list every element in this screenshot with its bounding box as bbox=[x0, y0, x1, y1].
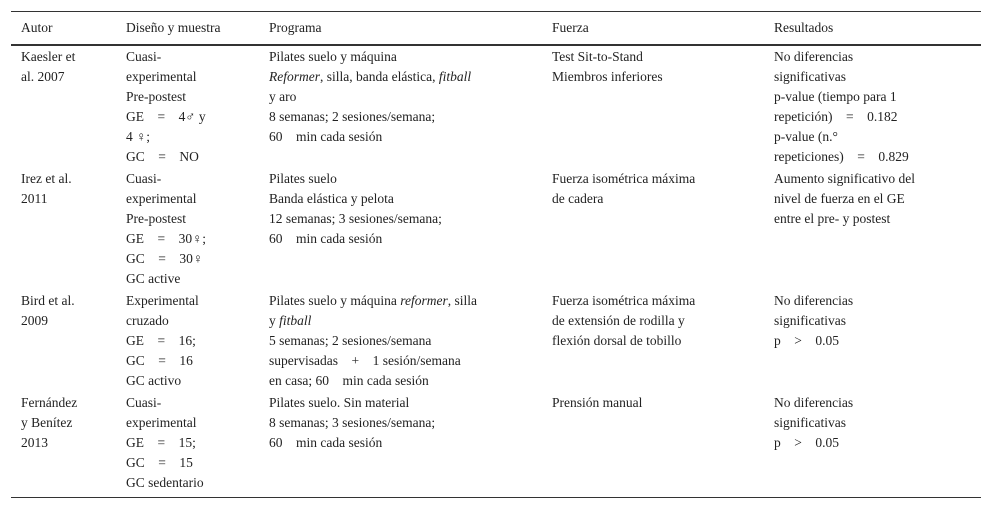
cell-resultados: Aumento significativo del nivel de fuerza en el GE entre el pre- y postest bbox=[774, 171, 915, 226]
cell-autor: Bird et al. 2009 bbox=[21, 293, 75, 328]
table-header bbox=[11, 12, 981, 46]
header-diseno: Diseño y muestra bbox=[126, 12, 269, 46]
header-fuerza: Fuerza bbox=[552, 12, 774, 46]
table-row bbox=[11, 45, 981, 168]
cell-diseno: Experimental cruzado GE = 16; GC = 16 GC activo bbox=[126, 293, 199, 388]
cell-resultados: No diferencias significativas p > 0.05 bbox=[774, 392, 981, 498]
table-row bbox=[11, 168, 981, 290]
header-autor: Autor bbox=[11, 12, 126, 46]
cell-programa: Pilates suelo. Sin material 8 semanas; 3 sesiones/semana; 60 min cada sesión bbox=[269, 392, 552, 498]
cell-diseno: Cuasi- experimental Pre-postest GE = 4♂ y 4 ♀; GC = NO bbox=[126, 49, 206, 164]
cell-programa: Pilates suelo Banda elástica y pelota 12 semanas; 3 sesiones/semana; 60 min cada sesión bbox=[269, 171, 442, 246]
cell-resultados: No diferencias significativas p > 0.05 bbox=[774, 293, 854, 348]
header-row bbox=[11, 12, 981, 46]
cell-autor: Fernández y Benítez 2013 bbox=[11, 392, 126, 498]
cell-fuerza: Test Sit-to-Stand Miembros inferiores bbox=[552, 49, 663, 84]
table-row bbox=[11, 392, 981, 498]
table-row bbox=[11, 290, 981, 392]
cell-autor: Irez et al. 2011 bbox=[21, 171, 72, 206]
studies-table bbox=[11, 11, 981, 498]
study-table-container bbox=[11, 11, 981, 498]
cell-fuerza: Fuerza isométrica máxima de cadera bbox=[552, 171, 696, 206]
cell-programa: Pilates suelo y máquina reformer, silla y fitball 5 semanas; 2 sesiones/semana supervisadas + 1 sesión/semana en casa; 60 min cada sesión bbox=[269, 293, 477, 388]
cell-fuerza: Prensión manual bbox=[552, 392, 774, 498]
header-resultados: Resultados bbox=[774, 12, 981, 46]
cell-fuerza: Fuerza isométrica máxima de extensión de rodilla y flexión dorsal de tobillo bbox=[552, 293, 696, 348]
cell-programa: Pilates suelo y máquina Reformer, silla, banda elástica, fitball y aro 8 semanas; 2 sesiones/semana; 60 min cada sesión bbox=[269, 49, 472, 144]
cell-resultados: No diferencias significativas p-value (tiempo para 1 repetición) = 0.182 p-value (n.° repeticiones) = 0.829 bbox=[774, 49, 909, 164]
cell-diseno: Cuasi- experimental Pre-postest GE = 30♀; GC = 30♀ GC active bbox=[126, 171, 206, 286]
cell-autor: Kaesler et al. 2007 bbox=[21, 49, 76, 84]
header-programa: Programa bbox=[269, 12, 552, 46]
cell-diseno: Cuasi- experimental GE = 15; GC = 15 GC sedentario bbox=[126, 392, 269, 498]
table-body bbox=[11, 45, 981, 498]
